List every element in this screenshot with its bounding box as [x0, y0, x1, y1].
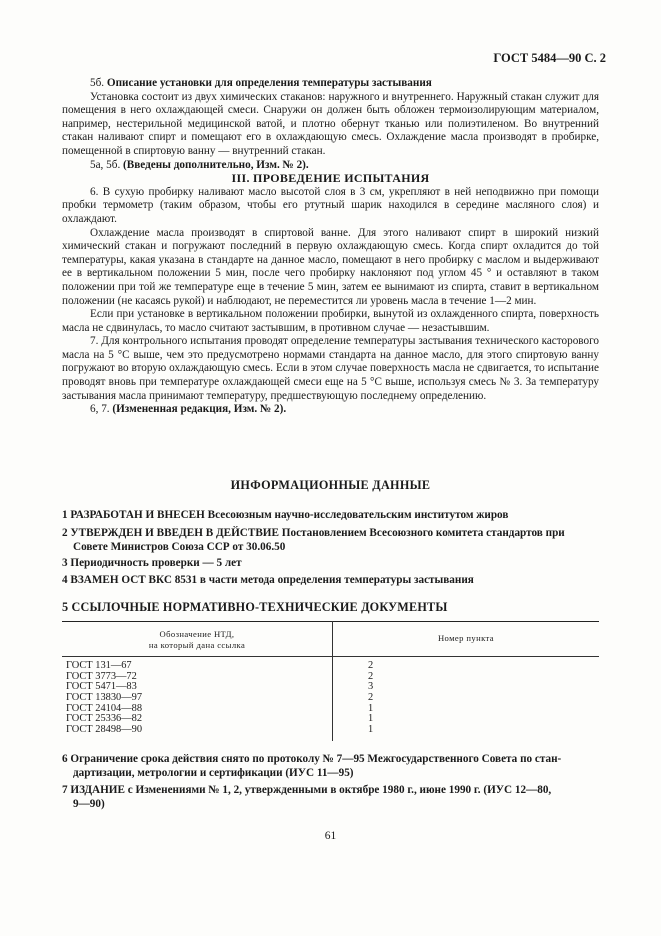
table-cell-ntd: ГОСТ 25336—82 [66, 713, 143, 725]
table-col2-header: Номер пункта [437, 633, 495, 643]
info-item-3-text: Периодичность проверки — 5 лет [70, 557, 242, 569]
section-3-note-num: 6, 7. [90, 403, 110, 416]
info-item-1-text: РАЗРАБОТАН И ВНЕСЕН Всесоюзным научно-исследовательским институтом жиров [70, 509, 509, 521]
info-item-1-num: 1 [62, 509, 68, 521]
table-row [66, 693, 599, 704]
table-row [66, 672, 599, 683]
table-col1-header-line2: на который дана ссылка [148, 640, 246, 650]
info-item-3-num: 3 [62, 557, 68, 569]
info-item-2 [62, 527, 599, 554]
section-3-p2: Охлаждение масла производят в спиртовой ванне. Для этого наливают спирт в широкий низкий химический стакан и погружают последний в первую охлаждающую смесь. Когда спирт охладится до той температуры, какая указана в стандарте на данное масло, помещают в него пробирку с маслом и выдерживают ее в вертикальном положении 5 мин, после чего пробирку наклоняют под углом 45 ° и оставляют в таком положении при той же температуре еще в течение 5 мин, затем ее вынимают из спирта, ставит в вертикальном положении (не касаясь рукой) и наблюдают, не переместится ли уровень масла в течение 1—2 мин. [62, 226, 599, 307]
section-3-title: III. ПРОВЕДЕНИЕ ИСПЫТАНИЯ [231, 171, 430, 186]
main-text [62, 77, 599, 417]
table-row [66, 714, 599, 725]
info-item-7 [62, 784, 599, 811]
info-item-6 [62, 753, 599, 780]
table-header-border [62, 656, 599, 657]
info-item-7-line1: 7 ИЗДАНИЕ с Изменениями № 1, 2, утвержденными в октябре 1980 г., июне 1990 г. (ИУС 12—80, [62, 784, 552, 796]
section-5b-note [62, 159, 599, 173]
table-row [66, 661, 599, 672]
table-cell-ntd: ГОСТ 5471—83 [66, 681, 137, 693]
section-3-p4: 7. Для контрольного испытания проводят определение температуры застывания технического касторового масла на 5 °С выше, чем это предусмотрено нормами стандарта на данное масло, для этого спиртовую ванну погружают во вторую охлаждающую смесь. Если в этом случае поверхность масла не сдвигается, то испытание проводят вновь при температуре охлаждающей смеси еще на 5 °С выше, используя смесь № 3. За температуру застывания масла принимают температуру, предшествующую последнему определению. [62, 335, 599, 402]
table-col1-header [62, 629, 332, 651]
page-header-code: ГОСТ 5484—90 С. 2 [493, 51, 606, 65]
section-5b-note-num: 5а, 5б. [90, 158, 121, 171]
table-cell-clause: 1 [368, 724, 374, 736]
table-cell-clause: 1 [368, 713, 374, 725]
table-cell-ntd: ГОСТ 3773—72 [66, 670, 137, 682]
info-item-2-cont: Совете Министров Союза ССР от 30.06.50 [73, 540, 286, 553]
table-cell-clause: 2 [368, 692, 374, 704]
info-item-3 [62, 557, 599, 571]
refs-table [62, 621, 599, 741]
info-item-4 [62, 574, 599, 588]
info-item-4-num: 4 [62, 574, 68, 586]
section-3-p3: Если при установке в вертикальном положении пробирки, вынутой из охлажденного спирта, поверхность масла не сдвинулась, то масло считают застывшим, в противном случае — незастывшим. [62, 308, 599, 334]
table-cell-ntd: ГОСТ 28498—90 [66, 724, 143, 736]
info-item-2-text: УТВЕРЖДЕН И ВВЕДЕН В ДЕЙСТВИЕ Постановлением Всесоюзного комитета стандартов при [70, 527, 565, 539]
section-5b-note-text: (Введены дополнительно, Изм. № 2). [123, 158, 309, 171]
table-row [66, 682, 599, 693]
section-5b-title [62, 77, 599, 91]
section-5b-heading: Описание установки для определения температуры застывания [106, 77, 432, 89]
info-item-6-line1: 6 Ограничение срока действия снято по протоколу № 7—95 Межгосударственного Совета по стан- [62, 753, 562, 765]
section-3-p1: 6. В сухую пробирку наливают масло высотой слоя в 3 см, укрепляют в ней неподвижно при помощи пробки термометр (таким образом, чтобы его ртутный шарик находился в середине масляного слоя) и охлаждают. [62, 185, 599, 225]
table-cell-ntd: ГОСТ 13830—97 [66, 692, 143, 704]
section-5b-text: Установка состоит из двух химических стаканов: наружного и внутреннего. Наружный стакан служит для помещения в него охлаждающей смеси. Снаружи он должен быть обложен термоизолирующим материалом, например, нестерильной медицинской ватой, и плотно обернут тканью или полиэтиленом. Во внутренний стакан наливают спирт и помещают его в охлаждающую смесь. Охлаждение масла производят в пробирке, помещенной в спиртовую ванну — внутренний стакан. [62, 90, 599, 157]
table-cell-ntd: ГОСТ 24104—88 [66, 702, 143, 714]
table-cell-clause: 2 [368, 660, 374, 671]
section-5b-number: 5б. [90, 77, 105, 89]
page-number: 61 [324, 830, 337, 842]
table-row [66, 725, 599, 736]
info-item-1 [62, 509, 599, 523]
table-col1-header-line1: Обозначение НТД, [159, 629, 235, 639]
info-title: ИНФОРМАЦИОННЫЕ ДАННЫЕ [230, 478, 431, 492]
table-top-border [62, 621, 599, 622]
refs-title: 5 ССЫЛОЧНЫЕ НОРМАТИВНО-ТЕХНИЧЕСКИЕ ДОКУМЕНТЫ [62, 600, 448, 614]
table-cell-clause: 2 [368, 670, 374, 682]
info-item-6-line2: дартизации, метрологии и сертификации (ИУС 11—95) [73, 766, 354, 779]
table-cell-clause: 1 [368, 702, 374, 714]
info-item-7-line2: 9—90) [73, 797, 105, 810]
info-item-4-text: ВЗАМЕН ОСТ ВКС 8531 в части метода определения температуры застывания [70, 574, 474, 586]
section-3-note-text: (Измененная редакция, Изм. № 2). [112, 403, 287, 416]
table-row [66, 704, 599, 715]
table-cell-ntd: ГОСТ 131—67 [66, 660, 132, 671]
table-body [66, 661, 599, 736]
info-item-2-num: 2 [62, 527, 68, 539]
table-cell-clause: 3 [368, 681, 374, 693]
section-3-note [62, 403, 599, 417]
